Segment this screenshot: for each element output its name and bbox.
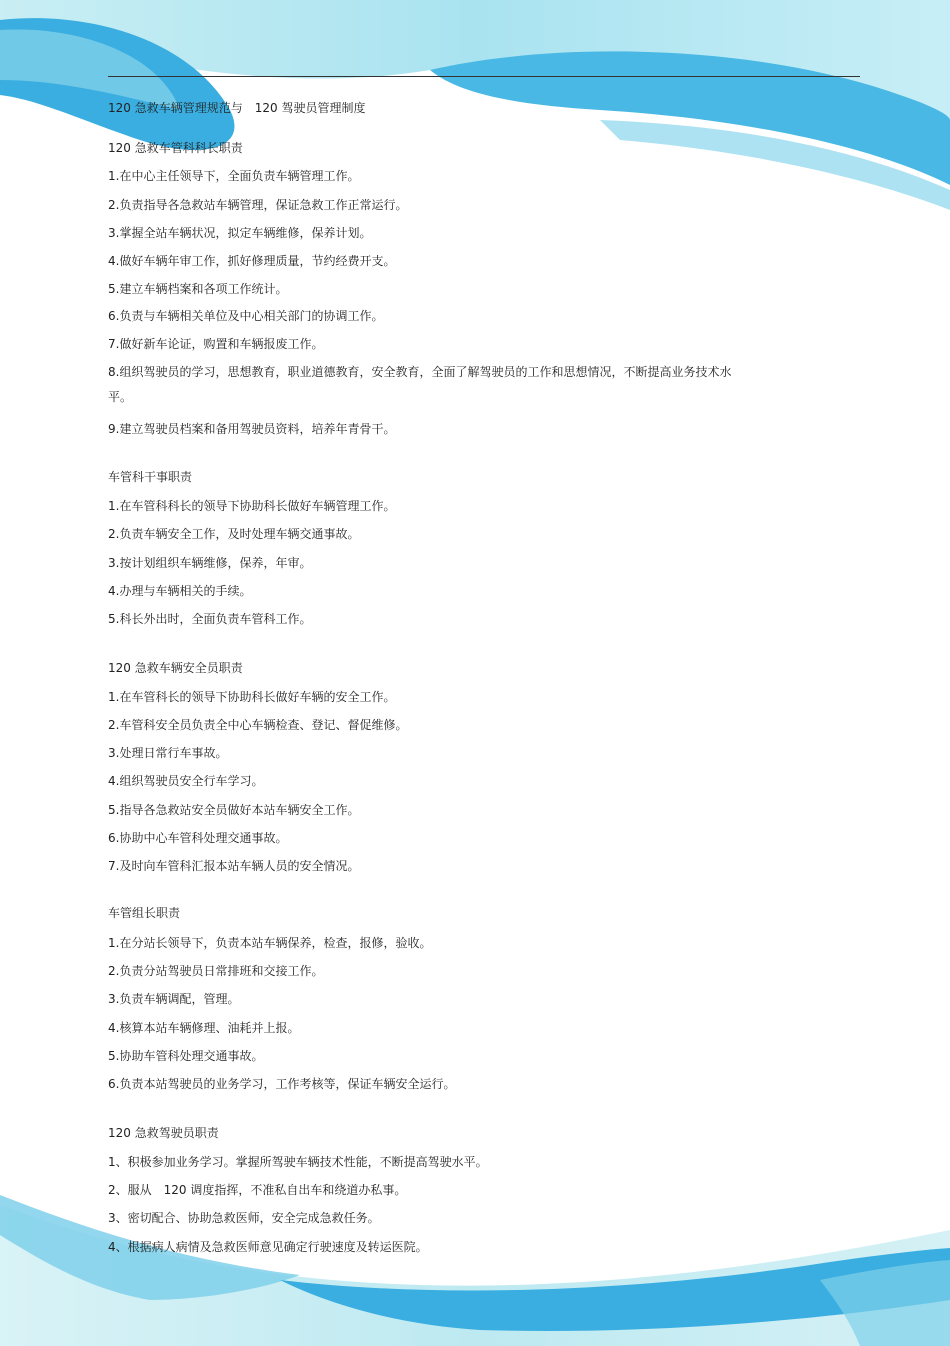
- list-item: 2.车管科安全员负责全中心车辆检查、登记、督促维修。: [108, 718, 408, 732]
- section-heading: 车管组长职责: [108, 906, 181, 920]
- list-item: 4.办理与车辆相关的手续。: [108, 584, 252, 598]
- list-item: 5.建立车辆档案和各项工作统计。: [108, 282, 288, 296]
- list-item: 9.建立驾驶员档案和备用驾驶员资料，培养年青骨干。: [108, 422, 396, 436]
- list-item: 5.协助车管科处理交通事故。: [108, 1049, 264, 1063]
- list-item: 2.负责车辆安全工作，及时处理车辆交通事故。: [108, 527, 360, 541]
- list-item: 7.及时向车管科汇报本站车辆人员的安全情况。: [108, 859, 360, 873]
- list-item: 4、根据病人病情及急救医师意见确定行驶速度及转运医院。: [108, 1240, 428, 1254]
- list-item: 1.在分站长领导下，负责本站车辆保养，检查，报修，验收。: [108, 936, 432, 950]
- document-title: 120 急救车辆管理规范与 120 驾驶员管理制度: [108, 101, 366, 115]
- section-heading: 120 急救车管科科长职责: [108, 141, 243, 155]
- list-item: 8.组织驾驶员的学习，思想教育，职业道德教育，安全教育，全面了解驾驶员的工作和思想情况，不断提高业务技术水: [108, 365, 732, 379]
- list-item: 6.协助中心车管科处理交通事故。: [108, 831, 288, 845]
- list-item: 6.负责与车辆相关单位及中心相关部门的协调工作。: [108, 309, 384, 323]
- list-item: 5.指导各急救站安全员做好本站车辆安全工作。: [108, 803, 360, 817]
- list-item: 1.在中心主任领导下，全面负责车辆管理工作。: [108, 169, 360, 183]
- list-item: 3.负责车辆调配，管理。: [108, 992, 240, 1006]
- list-item: 2、服从 120 调度指挥，不准私自出车和绕道办私事。: [108, 1183, 407, 1197]
- list-item: 1.在车管科长的领导下协助科长做好车辆的安全工作。: [108, 690, 396, 704]
- list-item: 3.处理日常行车事故。: [108, 746, 228, 760]
- list-item: 5.科长外出时，全面负责车管科工作。: [108, 612, 312, 626]
- list-item: 4.核算本站车辆修理、油耗并上报。: [108, 1021, 300, 1035]
- list-item: 2.负责指导各急救站车辆管理，保证急救工作正常运行。: [108, 198, 408, 212]
- list-item: 6.负责本站驾驶员的业务学习，工作考核等，保证车辆安全运行。: [108, 1077, 456, 1091]
- list-item: 1、积极参加业务学习。掌握所驾驶车辆技术性能，不断提高驾驶水平。: [108, 1155, 488, 1169]
- section-heading: 120 急救驾驶员职责: [108, 1126, 219, 1140]
- header-rule: [108, 76, 860, 77]
- list-item: 2.负责分站驾驶员日常排班和交接工作。: [108, 964, 324, 978]
- list-item: 3.掌握全站车辆状况，拟定车辆维修，保养计划。: [108, 226, 372, 240]
- list-item: 7.做好新车论证，购置和车辆报废工作。: [108, 337, 324, 351]
- section-heading: 120 急救车辆安全员职责: [108, 661, 243, 675]
- list-item: 3.按计划组织车辆维修，保养，年审。: [108, 556, 312, 570]
- list-item: 4.组织驾驶员安全行车学习。: [108, 774, 264, 788]
- section-heading: 车管科干事职责: [108, 470, 193, 484]
- list-item: 4.做好车辆年审工作，抓好修理质量，节约经费开支。: [108, 254, 396, 268]
- list-item: 1.在车管科科长的领导下协助科长做好车辆管理工作。: [108, 499, 396, 513]
- list-item-continuation: 平。: [108, 390, 133, 404]
- list-item: 3、密切配合、协助急救医师，安全完成急救任务。: [108, 1211, 380, 1225]
